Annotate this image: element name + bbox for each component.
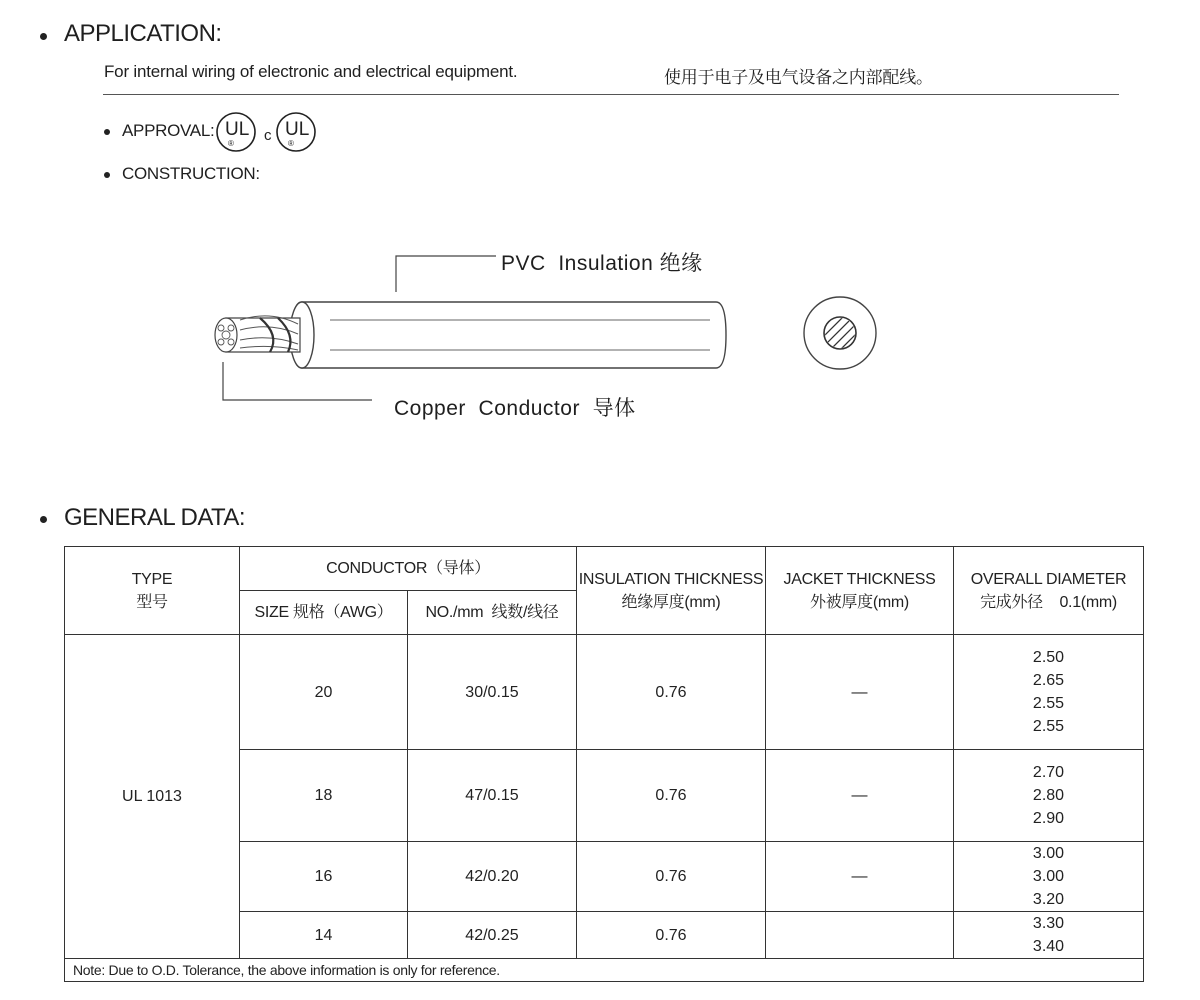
diameter-value: 3.00 <box>1032 845 1065 862</box>
application-heading: APPLICATION: <box>64 20 222 47</box>
header-insulation-cn: 绝缘厚度(mm) <box>621 593 721 611</box>
diameter-value: 2.55 <box>1032 718 1065 735</box>
strands-cell: 42/0.25 <box>408 912 577 959</box>
size-cell: 20 <box>240 635 408 750</box>
insulation-label: PVC Insulation 绝缘 <box>501 252 703 275</box>
jacket-cell: — <box>766 750 954 842</box>
header-jacket <box>766 547 954 635</box>
header-insulation-en: INSULATION THICKNESS <box>578 570 764 588</box>
size-cell: 14 <box>240 912 408 959</box>
jacket-cell <box>766 912 954 959</box>
general-data-heading: GENERAL DATA: <box>64 504 246 531</box>
application-text-en: For internal wiring of electronic and electrical equipment. <box>104 62 518 81</box>
diameter-cell <box>954 750 1144 842</box>
strands-cell: 30/0.15 <box>408 635 577 750</box>
cross-section-icon <box>804 297 876 369</box>
insulation-cell: 0.76 <box>577 912 766 959</box>
header-strands: NO./mm 线数/线径 <box>408 591 577 635</box>
header-type <box>65 547 240 635</box>
header-conductor: CONDUCTOR（导体） <box>240 547 577 591</box>
ul-logo-icon <box>217 113 255 151</box>
diameter-cell <box>954 635 1144 750</box>
ul-logos <box>212 110 322 156</box>
header-diameter-en: OVERALL DIAMETER <box>970 570 1127 588</box>
approval-label: APPROVAL: <box>122 121 215 140</box>
divider <box>103 94 1119 95</box>
bullet <box>40 33 47 40</box>
construction-label: CONSTRUCTION: <box>122 164 260 183</box>
strands-cell: 47/0.15 <box>408 750 577 842</box>
cul-logo-letters: UL <box>285 119 310 140</box>
header-jacket-cn: 外被厚度(mm) <box>810 593 909 611</box>
ul-logo-letter-u: UL <box>225 119 250 140</box>
insulation-cell: 0.76 <box>577 750 766 842</box>
registered-mark: ® <box>288 139 294 148</box>
table-note: Note: Due to O.D. Tolerance, the above information is only for reference. <box>65 959 1144 982</box>
header-insulation <box>577 547 766 635</box>
conductor-label: Copper Conductor 导体 <box>394 397 636 420</box>
size-cell: 16 <box>240 842 408 912</box>
header-type-en: TYPE <box>131 570 173 588</box>
diameter-value: 2.80 <box>1032 787 1065 804</box>
header-diameter-cn: 完成外径 0.1(mm) <box>980 593 1117 611</box>
cul-logo-icon <box>277 113 315 151</box>
diameter-value: 2.65 <box>1032 672 1065 689</box>
size-cell: 18 <box>240 750 408 842</box>
application-text-cn: 使用于电子及电气设备之内部配线。 <box>664 68 933 87</box>
diameter-cell <box>954 842 1144 912</box>
diameter-value: 3.20 <box>1032 891 1065 908</box>
general-data-table <box>64 546 1144 982</box>
header-diameter <box>954 547 1144 635</box>
diameter-value: 3.40 <box>1032 938 1065 955</box>
diameter-value: 2.55 <box>1032 695 1065 712</box>
jacket-cell: — <box>766 635 954 750</box>
jacket-cell: — <box>766 842 954 912</box>
registered-mark: ® <box>228 139 234 148</box>
header-jacket-en: JACKET THICKNESS <box>783 570 936 588</box>
diameter-value: 2.70 <box>1032 764 1065 781</box>
type-value: UL 1013 <box>65 635 240 959</box>
insulation-cell: 0.76 <box>577 635 766 750</box>
bullet <box>104 129 110 135</box>
diameter-value: 3.30 <box>1032 915 1065 932</box>
header-size: SIZE 规格（AWG） <box>240 591 408 635</box>
diameter-value: 2.90 <box>1032 810 1065 827</box>
table-row <box>65 635 1144 750</box>
insulation-cell: 0.76 <box>577 842 766 912</box>
diameter-value: 2.50 <box>1032 649 1065 666</box>
strands-cell: 42/0.20 <box>408 842 577 912</box>
bullet <box>40 516 47 523</box>
canada-mark: c <box>264 127 272 144</box>
header-type-cn: 型号 <box>136 593 168 611</box>
diameter-cell <box>954 912 1144 959</box>
diameter-value: 3.00 <box>1032 868 1065 885</box>
bullet <box>104 172 110 178</box>
